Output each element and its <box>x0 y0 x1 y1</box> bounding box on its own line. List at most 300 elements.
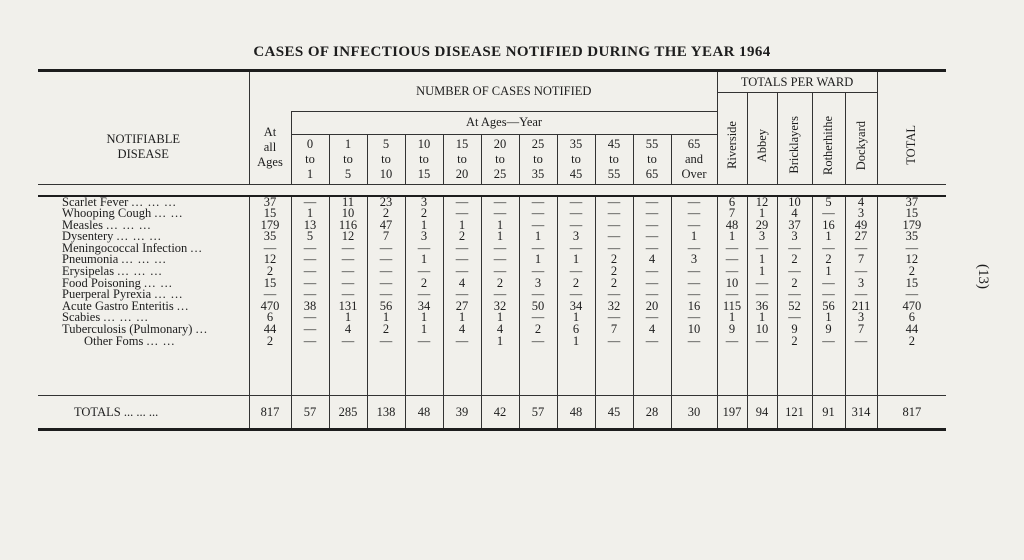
table-cell: — <box>717 243 747 255</box>
table-cell: — <box>519 266 557 278</box>
leader-dots: ... ... <box>154 287 184 302</box>
age-group-line: 25 <box>493 166 507 181</box>
table-cell: — <box>633 231 671 243</box>
leader-dots: ... ... ... <box>117 264 163 279</box>
table-cell: — <box>671 266 717 278</box>
age-group-line: 65 <box>687 136 701 151</box>
table-cell: — <box>777 289 812 301</box>
leader-dots: ... ... ... <box>103 310 149 325</box>
table-cell: 1 <box>519 231 557 243</box>
table-cell: 131 <box>329 301 367 313</box>
table-cell: — <box>291 266 329 278</box>
table-cell: — <box>329 266 367 278</box>
age-group-line: 10 <box>417 136 431 151</box>
table-cell: 1 <box>812 231 845 243</box>
table-cell: 56 <box>367 301 405 313</box>
table-cell: — <box>845 243 877 255</box>
table-cell: — <box>845 336 877 348</box>
table-cell: — <box>717 336 747 348</box>
table-cell: 15 <box>877 208 946 220</box>
leader-dots: ... <box>190 240 203 255</box>
age-group-line: to <box>343 151 353 166</box>
table-cell: — <box>291 254 329 266</box>
table-cell: — <box>329 254 367 266</box>
table-cell: — <box>291 336 329 348</box>
leader-dots: ... ... ... <box>123 404 159 419</box>
table-cell: — <box>443 208 481 220</box>
table-cell: — <box>443 266 481 278</box>
table-cell: 1 <box>405 254 443 266</box>
age-group-header <box>405 134 443 184</box>
age-group-header <box>519 134 557 184</box>
table-cell: — <box>367 254 405 266</box>
table-cell: 52 <box>777 301 812 313</box>
leader-dots: ... ... ... <box>131 194 177 209</box>
table-cell: — <box>877 243 946 255</box>
table-cell: 15 <box>249 208 291 220</box>
table-cell: 1 <box>747 312 777 324</box>
table-cell: 4 <box>633 254 671 266</box>
table-cell: — <box>633 266 671 278</box>
table-cell: 2 <box>405 208 443 220</box>
table-cell: 2 <box>812 254 845 266</box>
all-ages-header <box>249 111 291 184</box>
age-group-line: Over <box>681 166 707 181</box>
table-cell: 2 <box>443 231 481 243</box>
table-cell: — <box>557 208 595 220</box>
disease-label: Pneumonia <box>62 252 119 267</box>
table-cell: — <box>329 336 367 348</box>
table-cell: 15 <box>877 278 946 290</box>
table-cell: 1 <box>717 312 747 324</box>
age-group-line: 20 <box>455 166 469 181</box>
ward-header-riverside: Riverside <box>717 111 747 184</box>
table-cell: 10 <box>747 324 777 336</box>
table-cell: — <box>717 266 747 278</box>
table-cell: 5 <box>291 231 329 243</box>
age-group-line: 15 <box>455 136 469 151</box>
total-header: TOTAL <box>877 111 946 184</box>
ward-header-dockyard: Dockyard <box>845 111 877 184</box>
table-cell: — <box>671 243 717 255</box>
table-cell: 48 <box>717 220 747 232</box>
at-ages-header <box>291 111 717 134</box>
table-cell: — <box>633 336 671 348</box>
age-group-header <box>291 134 329 184</box>
all-ages-line-1: At <box>263 124 277 139</box>
table-cell: 1 <box>443 220 481 232</box>
table-cell: 1 <box>812 312 845 324</box>
table-cell: 91 <box>812 396 845 430</box>
table-cell: — <box>557 243 595 255</box>
table-cell: 6 <box>717 196 747 209</box>
age-group-line: to <box>571 151 581 166</box>
table-cell: — <box>671 312 717 324</box>
age-group-line: 65 <box>645 166 659 181</box>
disease-label: Erysipelas <box>62 264 115 279</box>
table-cell: 2 <box>595 254 633 266</box>
table-cell: — <box>519 220 557 232</box>
table-cell: 48 <box>405 396 443 430</box>
table-cell: 34 <box>557 301 595 313</box>
table-cell: 9 <box>777 324 812 336</box>
table-cell: 11 <box>329 196 367 209</box>
page-title: CASES OF INFECTIOUS DISEASE NOTIFIED DURING THE YEAR 1964 <box>253 44 771 60</box>
table-cell: 47 <box>367 220 405 232</box>
table-row <box>38 254 946 266</box>
table-cell: 4 <box>443 324 481 336</box>
table-cell: 3 <box>557 231 595 243</box>
table-cell: — <box>329 278 367 290</box>
table-cell: 1 <box>405 312 443 324</box>
table-cell: 1 <box>481 312 519 324</box>
table-cell: — <box>671 289 717 301</box>
disease-name <box>38 396 249 430</box>
table-cell: — <box>329 289 367 301</box>
table-cell: — <box>633 278 671 290</box>
disease-label: Acute Gastro Enteritis <box>62 298 174 313</box>
table-cell: 10 <box>717 278 747 290</box>
table-cell: 2 <box>877 266 946 278</box>
table-cell: 1 <box>291 208 329 220</box>
table-cell: — <box>812 278 845 290</box>
disease-label: Scarlet Fever <box>62 194 129 209</box>
table-cell: 4 <box>443 278 481 290</box>
table-cell: 6 <box>249 312 291 324</box>
table-cell: 44 <box>249 324 291 336</box>
table-cell: 23 <box>367 196 405 209</box>
table-cell: — <box>633 312 671 324</box>
table-cell: 817 <box>877 396 946 430</box>
table-cell: 211 <box>845 301 877 313</box>
table-cell: 36 <box>747 301 777 313</box>
table-cell: — <box>845 266 877 278</box>
table-cell: 2 <box>481 278 519 290</box>
table-cell: — <box>812 243 845 255</box>
table-cell: — <box>717 289 747 301</box>
table-cell: 10 <box>329 208 367 220</box>
table-cell: 138 <box>367 396 405 430</box>
table-cell: 1 <box>812 266 845 278</box>
table-cell: — <box>519 336 557 348</box>
leader-dots: ... ... ... <box>106 217 152 232</box>
table-cell: 38 <box>291 301 329 313</box>
table-cell: — <box>671 278 717 290</box>
table-cell: — <box>405 243 443 255</box>
table-cell: 2 <box>777 278 812 290</box>
totals-per-ward-header <box>717 71 877 93</box>
table-cell: 35 <box>249 231 291 243</box>
table-cell: — <box>595 231 633 243</box>
disease-header-line-1: NOTIFIABLE <box>106 132 181 147</box>
disease-label: Other Foms <box>84 333 144 348</box>
table-cell: 470 <box>877 301 946 313</box>
leader-dots: ... <box>195 322 208 337</box>
table-cell: — <box>519 196 557 209</box>
table-cell: 817 <box>249 396 291 430</box>
table-cell: 34 <box>405 301 443 313</box>
table-cell: 27 <box>845 231 877 243</box>
table-cell: 1 <box>519 254 557 266</box>
table-cell: 48 <box>557 396 595 430</box>
table-cell: 3 <box>519 278 557 290</box>
table-cell: 1 <box>747 266 777 278</box>
table-cell: — <box>249 289 291 301</box>
leader-dots: ... ... ... <box>116 229 162 244</box>
table-cell: 470 <box>249 301 291 313</box>
age-group-line: to <box>381 151 391 166</box>
leader-dots: ... ... <box>146 333 176 348</box>
table-cell: 121 <box>777 396 812 430</box>
table-cell: 49 <box>845 220 877 232</box>
table-cell: — <box>747 278 777 290</box>
table-cell: — <box>481 254 519 266</box>
disease-label: Tuberculosis (Pulmonary) <box>62 322 193 337</box>
table-cell: 5 <box>812 196 845 209</box>
table-cell: 1 <box>717 231 747 243</box>
table-cell: 7 <box>595 324 633 336</box>
table-cell: — <box>747 336 777 348</box>
age-group-line: 45 <box>569 166 583 181</box>
table-cell: 1 <box>329 312 367 324</box>
table-cell: 35 <box>877 231 946 243</box>
table-cell: 116 <box>329 220 367 232</box>
table-cell: — <box>519 289 557 301</box>
disease-label: Puerperal Pyrexia <box>62 287 152 302</box>
table-cell: — <box>812 336 845 348</box>
table-cell: — <box>633 289 671 301</box>
table-cell: — <box>595 312 633 324</box>
leader-dots: ... ... ... <box>121 252 167 267</box>
table-cell: 45 <box>595 396 633 430</box>
table-cell: 10 <box>671 324 717 336</box>
table-cell: 37 <box>877 196 946 209</box>
age-group-line: to <box>305 151 315 166</box>
table-cell: 1 <box>367 312 405 324</box>
age-group-line: 10 <box>379 166 393 181</box>
age-group-line: to <box>609 151 619 166</box>
all-ages-line-3: Ages <box>257 154 283 169</box>
table-cell: 3 <box>405 196 443 209</box>
table-cell: 44 <box>877 324 946 336</box>
age-group-line: 1 <box>344 136 352 151</box>
table-cell: 12 <box>877 254 946 266</box>
age-group-line: to <box>495 151 505 166</box>
table-cell: 3 <box>671 254 717 266</box>
table-cell: 4 <box>845 196 877 209</box>
table-cell: — <box>481 196 519 209</box>
table-cell: 2 <box>367 208 405 220</box>
at-ages-label: At Ages—Year <box>465 115 543 129</box>
table-cell: — <box>595 208 633 220</box>
table-cell: — <box>519 243 557 255</box>
disease-label: Whooping Cough <box>62 206 152 221</box>
table-cell: 2 <box>557 278 595 290</box>
table-cell: 32 <box>595 301 633 313</box>
table-cell: 1 <box>747 208 777 220</box>
age-group-header <box>367 134 405 184</box>
table-cell: 32 <box>481 301 519 313</box>
table-row <box>38 220 946 232</box>
table-cell: 57 <box>519 396 557 430</box>
table-cell: — <box>367 243 405 255</box>
table-cell: 3 <box>845 312 877 324</box>
table-cell: 2 <box>877 336 946 348</box>
table-cell: — <box>443 254 481 266</box>
table-cell: — <box>557 289 595 301</box>
table-cell: 4 <box>329 324 367 336</box>
age-group-header <box>671 134 717 184</box>
age-group-line: 25 <box>531 136 545 151</box>
age-group-line: 20 <box>493 136 507 151</box>
table-cell: 50 <box>519 301 557 313</box>
age-group-line: 5 <box>382 136 390 151</box>
table-cell: 1 <box>747 254 777 266</box>
table-cell: — <box>291 278 329 290</box>
age-group-header <box>481 134 519 184</box>
table-cell: 37 <box>777 220 812 232</box>
table-cell: — <box>777 266 812 278</box>
table-cell: 30 <box>671 396 717 430</box>
table-cell: 7 <box>717 208 747 220</box>
table-cell: 1 <box>481 336 519 348</box>
table-cell: 15 <box>249 278 291 290</box>
table-cell: 2 <box>249 336 291 348</box>
table-row <box>38 208 946 220</box>
disease-label: Scabies <box>62 310 101 325</box>
table-cell: — <box>671 220 717 232</box>
table-cell: — <box>481 289 519 301</box>
table-cell: 179 <box>249 220 291 232</box>
table-cell: 2 <box>249 266 291 278</box>
table-cell: 2 <box>777 336 812 348</box>
disease-name <box>38 333 249 348</box>
age-group-line: to <box>457 151 467 166</box>
table-row <box>38 336 946 348</box>
table-cell: — <box>595 243 633 255</box>
table-cell: 12 <box>747 196 777 209</box>
table-cell: — <box>633 196 671 209</box>
table-cell: — <box>777 243 812 255</box>
table-cell: — <box>671 336 717 348</box>
table-cell: 1 <box>671 231 717 243</box>
table-cell: 13 <box>291 220 329 232</box>
table-row <box>38 301 946 313</box>
table-cell: 2 <box>405 278 443 290</box>
table-cell: 3 <box>405 231 443 243</box>
table-cell: 314 <box>845 396 877 430</box>
table-cell: — <box>557 266 595 278</box>
table-cell: 4 <box>481 324 519 336</box>
table-cell: — <box>671 196 717 209</box>
age-group-line: 35 <box>569 136 583 151</box>
leader-dots: ... <box>176 298 190 313</box>
table-cell: — <box>329 243 367 255</box>
table-cell: — <box>877 289 946 301</box>
table-cell: — <box>291 289 329 301</box>
table-cell: 3 <box>777 231 812 243</box>
table-cell: 27 <box>443 301 481 313</box>
table-cell: 6 <box>557 324 595 336</box>
age-group-header <box>633 134 671 184</box>
table-cell: 4 <box>777 208 812 220</box>
table-cell: 1 <box>557 312 595 324</box>
table-cell: — <box>367 289 405 301</box>
table-cell: — <box>443 336 481 348</box>
table-cell: — <box>717 254 747 266</box>
disease-header-line-2: DISEASE <box>117 147 169 162</box>
table-cell: — <box>291 243 329 255</box>
age-group-line: to <box>419 151 429 166</box>
table-cell: 39 <box>443 396 481 430</box>
table-cell: 2 <box>777 254 812 266</box>
disease-label: Food Poisoning <box>62 275 141 290</box>
table-cell: — <box>291 324 329 336</box>
disease-label: Measles <box>62 217 103 232</box>
table-cell: 7 <box>845 254 877 266</box>
table-cell: 7 <box>845 324 877 336</box>
table-cell: 94 <box>747 396 777 430</box>
table-cell: — <box>481 243 519 255</box>
age-group-header <box>443 134 481 184</box>
leader-dots: ... ... <box>143 275 173 290</box>
table-cell: — <box>291 196 329 209</box>
table-cell: — <box>291 312 329 324</box>
table-cell: 57 <box>291 396 329 430</box>
table-cell: 12 <box>249 254 291 266</box>
table-cell: — <box>405 336 443 348</box>
table-cell: 6 <box>877 312 946 324</box>
table-cell: — <box>557 196 595 209</box>
table-cell: 42 <box>481 396 519 430</box>
age-group-line: 35 <box>531 166 545 181</box>
table-cell: 1 <box>443 312 481 324</box>
table-cell: 1 <box>557 254 595 266</box>
table-cell: 28 <box>633 396 671 430</box>
age-group-line: 15 <box>417 166 431 181</box>
infectious-disease-table <box>38 69 946 431</box>
table-cell: 7 <box>367 231 405 243</box>
table-cell: — <box>367 266 405 278</box>
table-cell: — <box>595 289 633 301</box>
age-group-header <box>329 134 367 184</box>
ward-header-rotherhithe: Rotherhithe <box>812 111 845 184</box>
table-cell: 3 <box>845 278 877 290</box>
table-cell: 1 <box>405 220 443 232</box>
table-cell: 1 <box>481 220 519 232</box>
table-cell: — <box>747 289 777 301</box>
table-cell: 197 <box>717 396 747 430</box>
table-cell: 16 <box>812 220 845 232</box>
table-cell: — <box>812 289 845 301</box>
table-cell: — <box>519 208 557 220</box>
age-group-line: 0 <box>306 136 314 151</box>
table-cell: — <box>249 243 291 255</box>
table-cell: 1 <box>405 324 443 336</box>
disease-column-header <box>38 111 249 184</box>
table-cell: — <box>633 220 671 232</box>
table-cell: 1 <box>557 336 595 348</box>
ward-header-abbey: Abbey <box>747 111 777 184</box>
table-cell: — <box>367 336 405 348</box>
table-cell: — <box>747 243 777 255</box>
table-cell: — <box>595 196 633 209</box>
number-of-cases-label: NUMBER OF CASES NOTIFIED <box>416 83 592 98</box>
age-group-line: 5 <box>344 166 352 181</box>
ward-header-bricklayers: Bricklayers <box>777 111 812 184</box>
table-cell: — <box>633 243 671 255</box>
table-cell: — <box>443 289 481 301</box>
